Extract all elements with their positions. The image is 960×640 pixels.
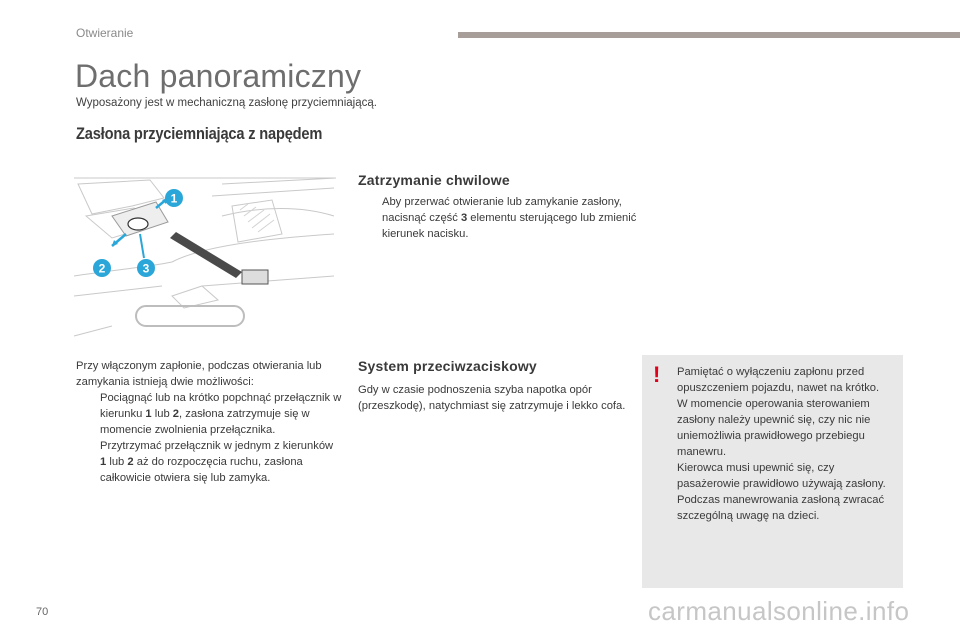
stop-text-pre: Aby przerwać otwieranie lub zamykanie zasłony, nacisnąć część <box>382 196 622 224</box>
bullet1-ref-2: 2 <box>172 408 180 420</box>
page-number: 70 <box>36 606 49 618</box>
warning-text <box>677 364 897 524</box>
bullet1-text-post: , zasłona zatrzymuje się w momencie zwolnienia przełącznika. <box>100 408 310 436</box>
callout-1 <box>165 189 183 207</box>
bullet1-text-mid: lub <box>151 408 173 420</box>
operation-intro: Przy włączonym zapłonie, podczas otwierania lub zamykania istnieją dwie możliwości: <box>76 360 322 388</box>
callout-2 <box>93 259 111 277</box>
warning-p4: Podczas manewrowania zasłoną zwracać szczególną uwagę na dzieci. <box>677 494 885 522</box>
header-bar <box>458 32 960 38</box>
stop-text <box>358 194 652 242</box>
operation-instructions <box>76 358 342 486</box>
callout-1-label: 1 <box>170 191 178 206</box>
roof-control-illustration <box>72 176 338 350</box>
stop-ref-3: 3 <box>460 212 468 224</box>
bullet2-ref-1: 1 <box>100 456 107 468</box>
warning-icon: ! <box>653 362 661 387</box>
anti-pinch-heading: System przeciwzaciskowy <box>358 358 537 374</box>
callout-2-label: 2 <box>98 261 106 276</box>
bullet2-text-pre: Przytrzymać przełącznik w jednym z kierunków <box>100 440 334 452</box>
bullet-item <box>76 390 342 438</box>
intro-text: Wyposażony jest w mechaniczną zasłonę przyciemniającą. <box>76 97 377 109</box>
bullet2-ref-2: 2 <box>127 456 134 468</box>
anti-pinch-text: Gdy w czasie podnoszenia szyba napotka opór (przeszkodę), natychmiast się zatrzymuje i lekko cofa. <box>358 384 626 412</box>
bullet1-text-pre: Pociągnąć lub na krótko popchnąć przełącznik w kierunku <box>100 392 342 420</box>
warning-p2: W momencie operowania sterowaniem zasłony należy upewnić się, czy nic nie uniemożliwia prawidłowego przebiegu manewru. <box>677 398 871 458</box>
bullet1-ref-1: 1 <box>145 408 152 420</box>
watermark: carmanualsonline.info <box>648 596 910 626</box>
page-title: Dach panoramiczny <box>75 58 362 94</box>
callout-3 <box>137 259 155 277</box>
stop-heading: Zatrzymanie chwilowe <box>358 172 510 188</box>
bullet-item <box>76 438 342 486</box>
stop-text-post: elementu sterującego lub zmienić kierunek nacisku. <box>382 212 637 240</box>
callout-3-label: 3 <box>142 261 150 276</box>
warning-p3: Kierowca musi upewnić się, czy pasażerowie prawidłowo używają zasłony. <box>677 462 886 490</box>
warning-p1: Pamiętać o wyłączeniu zapłonu przed opuszczeniem pojazdu, nawet na krótko. <box>677 366 880 394</box>
section-label: Otwieranie <box>76 26 134 40</box>
section-heading: Zasłona przyciemniająca z napędem <box>76 124 323 143</box>
bullet2-text-mid: lub <box>106 456 128 468</box>
bullet2-text-post: aż do rozpoczęcia ruchu, zasłona całkowicie otwiera się lub zamyka. <box>100 456 303 484</box>
